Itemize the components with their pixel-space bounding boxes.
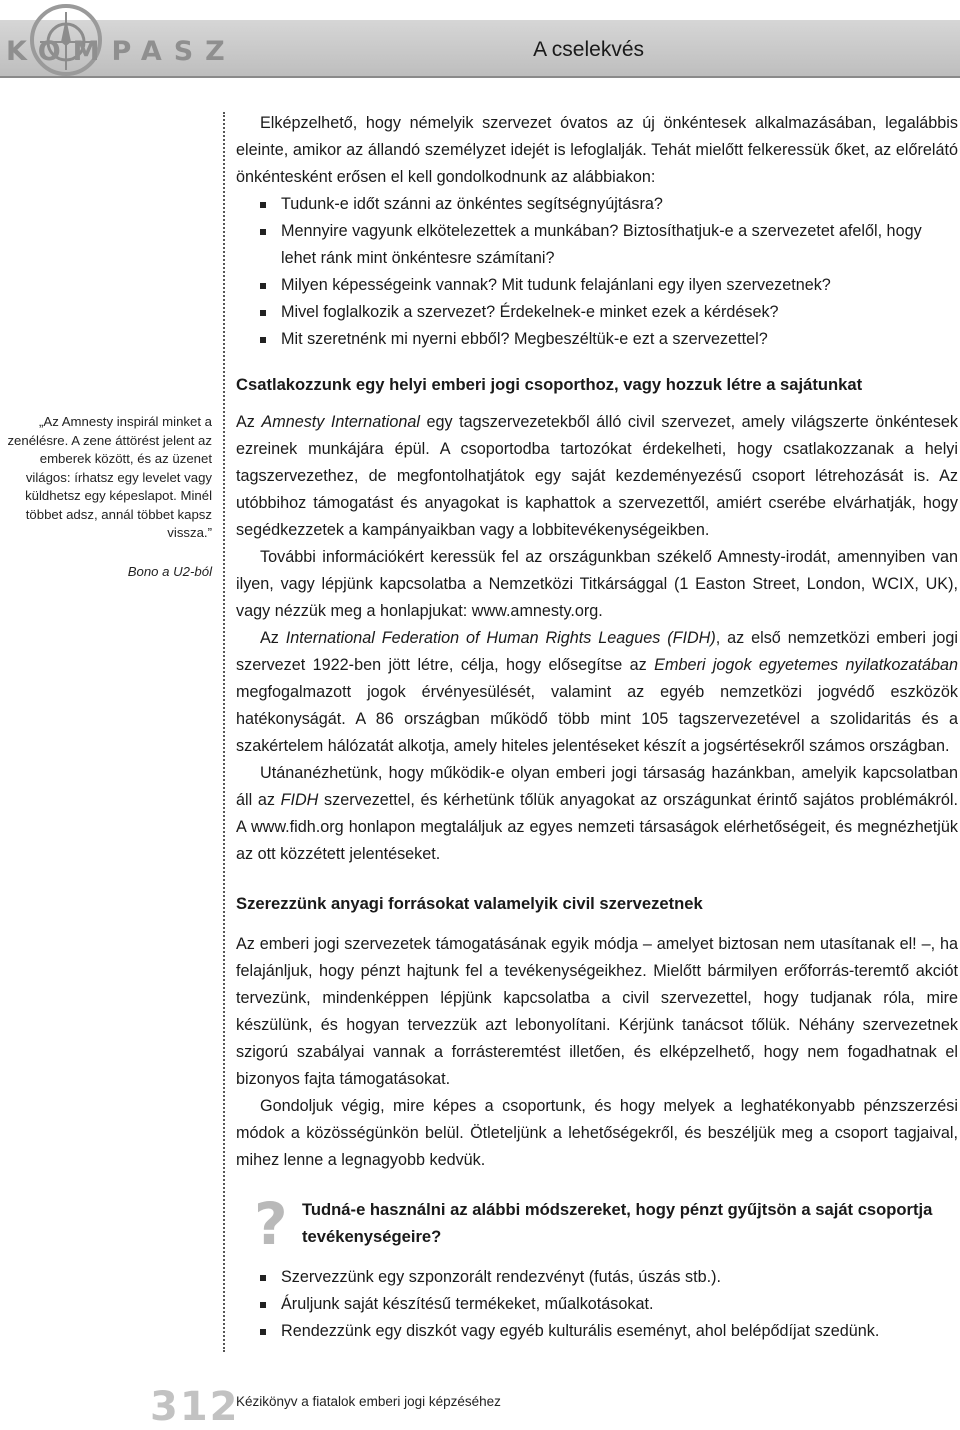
footer-book-title: Kézikönyv a fiatalok emberi jogi képzéséhez (236, 1394, 501, 1409)
intro-bullet-list (236, 191, 958, 353)
paragraph-amnesty (236, 409, 958, 544)
text-run: szervezettel, és kérhetünk tőlük anyagokat az országunkat érintő sajátos problémákról. A www.fidh.org honlapon megtaláljuk az egyes nemzeti társaságok elérhetőségeit, és megnézhetjük az ott közzétett jelentéseket. (236, 791, 958, 863)
text-run: , az első nemzetközi emberi jogi szervezet 1922-ben jött létre, célja, hogy elősegítse az (236, 629, 958, 674)
list-item: Mennyire vagyunk elkötelezettek a munkában? Biztosíthatjuk-e a szervezetet afelől, hogy lehet ránk mint önkéntesre számítani? (260, 218, 958, 272)
column-divider (223, 112, 225, 1352)
question-mark-icon: ? (254, 1190, 288, 1258)
list-item: Tudunk-e időt szánni az önkéntes segítségnyújtásra? (260, 191, 958, 218)
list-item: Mit szeretnénk mi nyerni ebből? Megbeszéltük-e ezt a szervezettel? (260, 326, 958, 353)
text-run-italic: International Federation of Human Rights Leagues (FIDH) (285, 629, 716, 647)
sidebar-citation: Bono a U2-ból (127, 563, 212, 579)
funding-bullet-list (236, 1264, 958, 1345)
text-run-italic: Emberi jogok egyetemes nyilatkozatában (654, 656, 958, 674)
sidebar-quote: „Az Amnesty inspirál minket a zenélésre. A zene áttörést jelent az emberek között, és az üzenet világos: írhatsz egy levelet vagy küldhetsz egy képeslapot. Minél többet adsz, annál többet kapsz vissza.” (7, 414, 212, 540)
text-run: megfogalmazott jogok érvényesülését, valamint az egyéb nemzetközi jogvédő eszközök hatékonyságát. A 86 országban működő több mint 105 tagszervezetével a szolidaritás és a szakértelem hálózatát alkotja, amely hiteles jelentéseket készít a jogsértésekről számos országban. (236, 683, 958, 755)
text-run-italic: Amnesty International (261, 413, 421, 431)
section-heading-groups: Csatlakozzunk egy helyi emberi jogi csoporthoz, vagy hozzuk létre a sajátunkat (236, 375, 863, 394)
logo-text: KOMPASZ (6, 36, 237, 67)
text-run: Az (236, 413, 262, 431)
paragraph-fidh (236, 625, 958, 760)
paragraph-amnesty-info: További információkért keressük fel az országunkban székelő Amnesty-irodát, amennyiben van ilyen, vagy lépjünk kapcsolatba a Nemzetközi Titkársággal (1 Easton Street, London, WCIX, UK), vagy nézzük meg a honlapjukat: www.amnesty.org. (236, 548, 958, 620)
page-number: 312 (150, 1384, 240, 1430)
paragraph-brainstorm: Gondoljuk végig, mire képes a csoportunk, és hogy melyek a leghatékonyabb pénzszerzési módok a közösségünkön belül. Ötleteljünk a lehetőségekről, és beszéljük meg a csoport tagjaival, mihez lenne a legnagyobb kedvük. (236, 1097, 958, 1169)
page-header (0, 0, 960, 78)
paragraph-funding: Az emberi jogi szervezetek támogatásának egyik módja – amelyet biztosan nem utasítanak el! –, ha felajánljuk, hogy pénzt hajtunk fel a tevékenységeikhez. Mielőtt bármilyen erőforrás-teremtő akciót tervezünk, mindenképpen lépjünk kapcsolatba a civil szervezettel, hogy tudjanak róla, mire készülünk, és hogyan tervezzük azt lebonyolítani. Kérjünk tanácsot tőlük. Néhány szervezetnek szigorú szabályai vannak a forrásteremtést illetően, és elképzelhető, hogy nem fogadhatnak el bizonyos fajta támogatásokat. (236, 935, 958, 1088)
list-item: Mivel foglalkozik a szervezet? Érdekelnek-e minket ezek a kérdések? (260, 299, 958, 326)
paragraph-fidh-local (236, 760, 958, 868)
text-run: egy tagszervezetekből álló civil szervezet, amely világszerte önkéntesek ezreinek munkájára épül. A csoportodba tartozókat érdekelheti, hogy csatlakozzanak a helyi tagszervezethez, de megfontolhatjátok egy saját kezdeményezésű csoport létrehozását is. Az utóbbihoz támogatást és anyagokat is kaphattok a szervezettől, amiért cserébe elvárhatják, hogy segédkezzetek a kampányaikban vagy a lobbitevékenységeikben. (236, 413, 959, 539)
list-item: Szervezzünk egy szponzorált rendezvényt (futás, úszás stb.). (260, 1264, 958, 1291)
header-rule (0, 76, 960, 78)
text-run-italic: FIDH (280, 791, 319, 809)
question-prompt: Tudná-e használni az alábbi módszereket, hogy pénzt gyűjtsön a saját csoportja tevékenységeire? (302, 1200, 933, 1246)
list-item: Rendezzünk egy diszkót vagy egyéb kulturális eseményt, ahol belépődíjat szedünk. (260, 1318, 958, 1345)
main-column (236, 110, 958, 1345)
intro-paragraph: Elképzelhető, hogy némelyik szervezet óvatos az új önkéntesek alkalmazásában, legalábbis eleinte, amikor az állandó személyzet idejét is lefoglalják. Tehát mielőtt felkeressük őket, az előrelátó önkéntesként erősen el kell gondolkodnunk az alábbiakon: (236, 114, 958, 186)
sidebar-quote-box (6, 413, 212, 581)
list-item: Milyen képességeink vannak? Mit tudunk felajánlani egy ilyen szervezetnek? (260, 272, 958, 299)
section-heading-funding: Szerezzünk anyagi forrásokat valamelyik civil szervezetnek (236, 894, 703, 913)
list-item: Áruljunk saját készítésű termékeket, műalkotásokat. (260, 1291, 958, 1318)
text-run: Az (260, 629, 286, 647)
chapter-title: A cselekvés (533, 38, 644, 61)
text-run: Utánanézhetünk, hogy működik-e olyan emberi jogi társaság hazánkban, amelyik kapcsolatban áll az (236, 764, 958, 809)
